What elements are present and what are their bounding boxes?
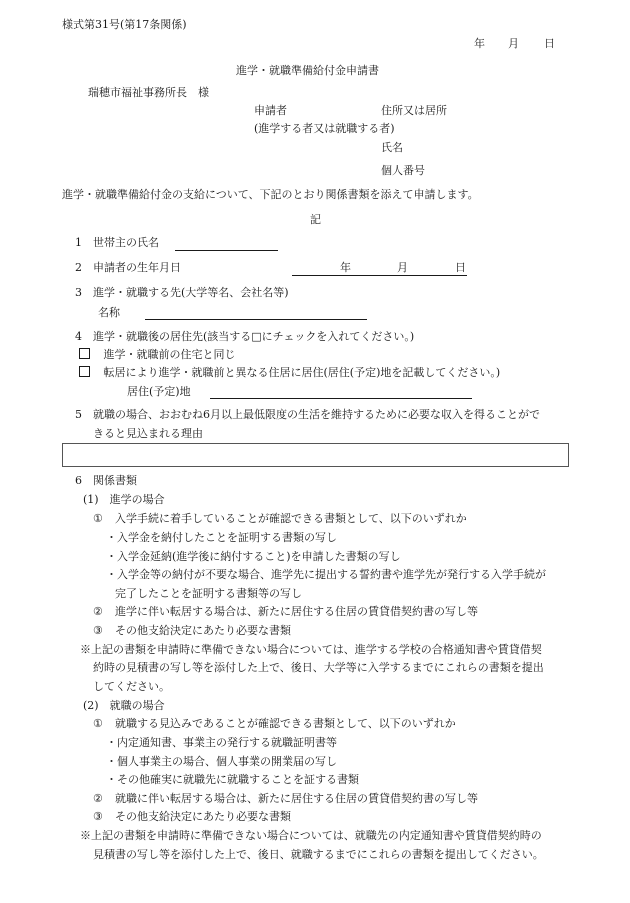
birth-day-label: 日 (455, 261, 466, 274)
schooling-heading: (1) 進学の場合 (83, 493, 165, 506)
schooling-p1-text: 入学手続に着手していることが確認できる書類として、以下のいずれか (115, 512, 467, 525)
item2-label: 申請者の生年月日 (93, 261, 181, 274)
residence-field[interactable] (210, 398, 472, 399)
item5-line2: きると見込まれる理由 (93, 427, 203, 440)
form-number: 様式第31号(第17条関係) (62, 18, 187, 31)
option1-label: 進学・就職前の住宅と同じ (103, 348, 236, 361)
name-label: 氏名 (381, 141, 403, 154)
item4-label: 進学・就職後の居住先(該当する□にチェックを入れてください。) (93, 330, 415, 343)
schooling-p1-number: ① (93, 512, 103, 525)
date-month-label: 月 (508, 37, 519, 50)
employment-heading: (2) 就職の場合 (83, 699, 165, 712)
schooling-note-line1: ※上記の書類を申請時に準備できない場合については、進学する学校の合格通知書や賃貸借契 (80, 643, 542, 656)
household-head-name-field[interactable] (175, 250, 278, 251)
addressee: 瑞穂市福祉事務所長 様 (88, 86, 209, 99)
employment-bullet2: ・個人事業主の場合、個人事業の開業届の写し (106, 755, 337, 768)
employment-reason-box[interactable] (62, 443, 569, 467)
employment-bullet3: ・その他確実に就職先に就職することを証する書類 (106, 773, 359, 786)
schooling-p2-text: 進学に伴い転居する場合は、新たに居住する住居の賃貸借契約書の写し等 (115, 605, 478, 618)
birth-year-label: 年 (340, 261, 351, 274)
item6-label: 関係書類 (93, 474, 137, 487)
item3-number: 3 (75, 286, 82, 299)
schooling-p2-number: ② (93, 605, 103, 618)
intro-text: 進学・就職準備給付金の支給について、下記のとおり関係書類を添えて申請します。 (62, 188, 479, 201)
residence-label: 居住(予定)地 (127, 385, 191, 398)
employment-p2-text: 就職に伴い転居する場合は、新たに居住する住居の賃貸借契約書の写し等 (115, 792, 478, 805)
ki-heading: 記 (310, 213, 321, 226)
destination-name-label: 名称 (98, 306, 120, 319)
schooling-bullet2: ・入学金延納(進学後に納付すること)を申請した書類の写し (106, 550, 401, 563)
destination-name-field[interactable] (145, 319, 367, 320)
item3-label: 進学・就職する先(大学等名、会社名等) (93, 286, 289, 299)
applicant-label: 申請者 (254, 104, 287, 117)
option2-label: 転居により進学・就職前と異なる住居に居住(居住(予定)地を記載してください。) (103, 366, 501, 379)
schooling-p3-number: ③ (93, 624, 103, 637)
employment-p1-text: 就職する見込みであることが確認できる書類として、以下のいずれか (115, 717, 456, 730)
item1-number: 1 (75, 236, 82, 249)
employment-bullet1: ・内定通知書、事業主の発行する就職証明書等 (106, 736, 337, 749)
schooling-note-line3: してください。 (93, 680, 170, 693)
date-year-label: 年 (474, 37, 485, 50)
employment-p3-number: ③ (93, 810, 103, 823)
option2-checkbox[interactable] (79, 366, 90, 377)
employment-note-line1: ※上記の書類を申請時に準備できない場合については、就職先の内定通知書や賃貸借契約時の (80, 829, 542, 842)
birth-month-label: 月 (397, 261, 408, 274)
employment-p2-number: ② (93, 792, 103, 805)
schooling-p3-text: その他支給決定にあたり必要な書類 (115, 624, 291, 637)
item5-number: 5 (75, 408, 82, 421)
employment-note-line2: 見積書の写し等を添付した上で、後日、就職するまでにこれらの書類を提出してください。 (93, 848, 544, 861)
item1-label: 世帯主の氏名 (93, 236, 159, 249)
option2-row (79, 366, 500, 380)
personal-number-label: 個人番号 (381, 164, 425, 177)
schooling-bullet1: ・入学金を納付したことを証明する書類の写し (106, 531, 337, 544)
address-label: 住所又は居所 (381, 104, 447, 117)
option1-checkbox[interactable] (79, 348, 90, 359)
schooling-note-line2: 約時の見積書の写し等を添付した上で、後日、大学等に入学するまでにこれらの書類を提出 (93, 661, 544, 674)
birth-date-field[interactable] (292, 275, 467, 276)
option1-row (79, 348, 236, 362)
date-day-label: 日 (544, 37, 555, 50)
schooling-bullet3-line2: 完了したことを証明する書類等の写し (115, 587, 302, 600)
item2-number: 2 (75, 261, 82, 274)
item6-number: 6 (75, 474, 82, 487)
employment-p3-text: その他支給決定にあたり必要な書類 (115, 810, 291, 823)
item5-line1: 就職の場合、おおむね6月以上最低限度の生活を維持するために必要な収入を得ることがで (93, 408, 540, 421)
applicant-sub-label: (進学する者又は就職する者) (254, 122, 395, 135)
item4-number: 4 (75, 330, 82, 343)
employment-p1-number: ① (93, 717, 103, 730)
document-title: 進学・就職準備給付金申請書 (236, 64, 379, 77)
schooling-bullet3-line1: ・入学金等の納付が不要な場合、進学先に提出する誓約書や進学先が発行する入学手続が (106, 568, 546, 581)
